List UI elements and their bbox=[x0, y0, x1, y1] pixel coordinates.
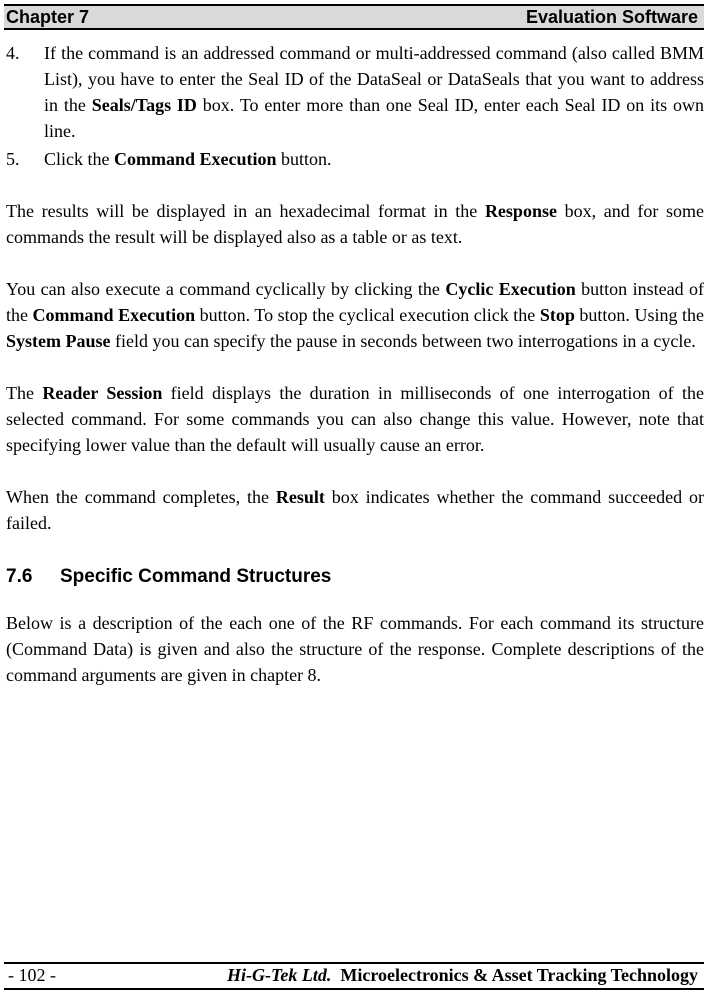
paragraph bbox=[6, 198, 704, 250]
section-number: 7.6 bbox=[6, 566, 33, 587]
list-item-text: button. bbox=[276, 149, 332, 169]
ui-term: Seals/Tags ID bbox=[91, 95, 197, 115]
paragraph: Below is a description of the each one of the RF commands. For each command its structure (Command Data) is given and also the structure of the response. Complete descriptions of the command arguments are given in chapter 8. bbox=[6, 613, 704, 685]
paragraph-text: The bbox=[6, 383, 43, 403]
ui-term: Cyclic Execution bbox=[445, 279, 576, 299]
ui-term: System Pause bbox=[6, 331, 111, 351]
list-item-text: If the command is an addressed command or multi-addressed command (also called BMM List), you have to enter the Seal ID of the DataSeal or DataSeals that you want to address in the bbox=[44, 43, 704, 115]
page-number: - 102 - bbox=[8, 965, 56, 985]
ui-term: Command Execution bbox=[114, 149, 277, 169]
paragraph-text: button. Using the bbox=[574, 305, 704, 325]
paragraph-text: field displays the duration in milliseconds of one interrogation of the selected command. For some commands you can also change this value. However, note that specifying lower value than the default will usually cause an error. bbox=[6, 383, 704, 455]
company-tagline: Microelectronics & Asset Tracking Technology bbox=[340, 965, 698, 985]
list-item-number: 5. bbox=[6, 149, 20, 169]
ui-term: Reader Session bbox=[42, 383, 163, 403]
paragraph-text: button. To stop the cyclical execution click the bbox=[195, 305, 540, 325]
footer-company bbox=[227, 965, 698, 986]
paragraph bbox=[6, 484, 704, 536]
paragraph-text: box indicates whether the command succeeded or failed. bbox=[6, 487, 704, 533]
paragraph bbox=[6, 380, 704, 458]
paragraph bbox=[6, 276, 704, 354]
chapter-title: Evaluation Software bbox=[525, 7, 698, 27]
paragraph-text: box, and for some commands the result will be displayed also as a table or as text. bbox=[6, 201, 704, 247]
ui-term: Command Execution bbox=[32, 305, 196, 325]
page-body bbox=[6, 40, 704, 688]
paragraph-text: field you can specify the pause in seconds between two interrogations in a cycle. bbox=[110, 331, 696, 351]
section-heading bbox=[6, 564, 704, 590]
list-item-text: box. To enter more than one Seal ID, enter each Seal ID on its own line. bbox=[44, 95, 705, 141]
chapter-label: Chapter 7 bbox=[6, 7, 90, 27]
list-item-text: Click the bbox=[44, 149, 114, 169]
ui-term: Result bbox=[275, 487, 325, 507]
ui-term: Stop bbox=[539, 305, 575, 325]
ui-term: Response bbox=[484, 201, 557, 221]
paragraph-text: When the command completes, the bbox=[6, 487, 276, 507]
list-item bbox=[6, 40, 704, 144]
company-name: Hi-G-Tek Ltd. bbox=[227, 965, 332, 985]
paragraph-text: You can also execute a command cyclically by clicking the bbox=[6, 279, 446, 299]
paragraph-text: button instead of the bbox=[6, 279, 705, 325]
page-footer bbox=[4, 962, 704, 990]
list-item-number: 4. bbox=[6, 43, 20, 63]
section-title: Specific Command Structures bbox=[60, 566, 332, 587]
page-header bbox=[4, 4, 704, 30]
paragraph-text: The results will be displayed in an hexadecimal format in the bbox=[6, 201, 485, 221]
list-item bbox=[6, 146, 704, 172]
